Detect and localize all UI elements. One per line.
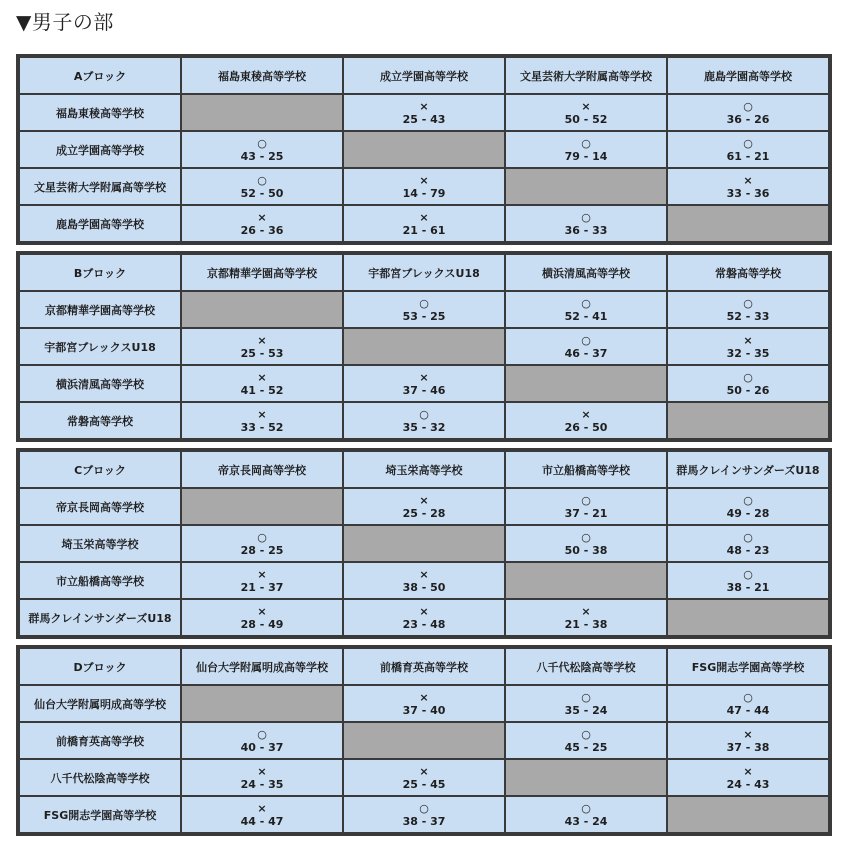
result-cell [344,95,504,130]
result-cell [344,169,504,204]
result-cell [506,723,666,758]
column-team: 帝京長岡高等学校 [182,452,342,487]
result-mark: × [419,604,429,618]
result-cell [344,760,504,795]
result-mark: ○ [743,370,753,384]
result-cell [668,95,828,130]
result-mark: × [581,99,591,113]
result-score: 35 - 24 [564,703,608,717]
result-score: 38 - 37 [402,814,446,828]
result-mark: × [257,567,267,581]
self-match-cell [182,489,342,524]
result-score: 28 - 25 [240,543,284,557]
column-team: 群馬クレインサンダーズU18 [668,452,828,487]
block-d [16,645,832,836]
table-row [20,797,828,832]
column-team: 福島東稜高等学校 [182,58,342,93]
table-row [20,169,828,204]
column-team: 埼玉栄高等学校 [344,452,504,487]
result-score: 25 - 53 [240,346,284,360]
result-cell [344,600,504,635]
result-cell [506,206,666,241]
result-cell [668,723,828,758]
result-cell [668,686,828,721]
block-name: Bブロック [20,255,180,290]
header-row [20,255,828,290]
result-score: 37 - 40 [402,703,446,717]
result-score: 25 - 28 [402,506,446,520]
self-match-cell [506,760,666,795]
table-row [20,760,828,795]
result-mark: × [419,764,429,778]
result-mark: ○ [581,296,591,310]
result-cell [182,329,342,364]
self-match-cell [506,366,666,401]
row-team: 成立学園高等学校 [20,132,180,167]
table-row [20,95,828,130]
table-row [20,292,828,327]
result-mark: ○ [743,530,753,544]
result-cell [506,797,666,832]
row-team: 京都精華学園高等学校 [20,292,180,327]
result-score: 28 - 49 [240,617,284,631]
result-score: 52 - 33 [726,309,770,323]
column-team: 仙台大学附属明成高等学校 [182,649,342,684]
result-score: 37 - 38 [726,740,770,754]
result-mark: × [257,407,267,421]
column-team: 前橋育英高等学校 [344,649,504,684]
result-cell [344,292,504,327]
result-mark: × [257,764,267,778]
row-team: 鹿島学園高等学校 [20,206,180,241]
result-score: 21 - 38 [564,617,608,631]
result-mark: ○ [743,296,753,310]
column-team: 宇都宮ブレックスU18 [344,255,504,290]
self-match-cell [344,723,504,758]
column-team: FSG開志学園高等学校 [668,649,828,684]
column-team: 京都精華学園高等学校 [182,255,342,290]
result-mark: ○ [743,690,753,704]
result-mark: ○ [257,136,267,150]
result-score: 46 - 37 [564,346,608,360]
result-score: 43 - 24 [564,814,608,828]
result-score: 50 - 26 [726,383,770,397]
result-cell [344,366,504,401]
result-score: 24 - 35 [240,777,284,791]
result-mark: × [419,493,429,507]
table-row [20,366,828,401]
result-mark: × [743,173,753,187]
block-name: Dブロック [20,649,180,684]
result-mark: × [257,333,267,347]
result-score: 32 - 35 [726,346,770,360]
self-match-cell [182,686,342,721]
result-score: 41 - 52 [240,383,284,397]
row-team: 常磐高等学校 [20,403,180,438]
table-row [20,206,828,241]
result-cell [506,489,666,524]
block-b [16,251,832,442]
result-score: 40 - 37 [240,740,284,754]
result-mark: ○ [743,493,753,507]
result-score: 23 - 48 [402,617,446,631]
result-score: 53 - 25 [402,309,446,323]
self-match-cell [344,329,504,364]
result-score: 36 - 33 [564,223,608,237]
row-team: 福島東稜高等学校 [20,95,180,130]
table-row [20,526,828,561]
row-team: 横浜清風高等学校 [20,366,180,401]
result-mark: × [419,370,429,384]
result-score: 25 - 45 [402,777,446,791]
results-table-d [18,647,830,834]
result-cell [506,95,666,130]
result-score: 37 - 46 [402,383,446,397]
self-match-cell [668,403,828,438]
header-row [20,452,828,487]
result-cell [182,403,342,438]
result-score: 50 - 52 [564,112,608,126]
result-score: 79 - 14 [564,149,608,163]
result-cell [182,169,342,204]
result-score: 52 - 41 [564,309,608,323]
result-score: 24 - 43 [726,777,770,791]
result-cell [668,292,828,327]
result-mark: ○ [581,210,591,224]
result-mark: ○ [419,407,429,421]
self-match-cell [182,95,342,130]
row-team: 市立船橋高等学校 [20,563,180,598]
self-match-cell [668,206,828,241]
header-row [20,649,828,684]
column-team: 鹿島学園高等学校 [668,58,828,93]
result-mark: ○ [581,530,591,544]
table-row [20,132,828,167]
result-mark: × [257,370,267,384]
result-cell [344,797,504,832]
result-score: 21 - 61 [402,223,446,237]
block-name: Aブロック [20,58,180,93]
result-mark: × [581,604,591,618]
results-table-c [18,450,830,637]
result-cell [344,403,504,438]
result-cell [182,563,342,598]
result-cell [668,760,828,795]
result-score: 47 - 44 [726,703,770,717]
row-team: 前橋育英高等学校 [20,723,180,758]
result-mark: × [257,604,267,618]
result-score: 33 - 36 [726,186,770,200]
result-mark: × [419,210,429,224]
result-mark: × [743,764,753,778]
result-mark: ○ [743,99,753,113]
result-score: 14 - 79 [402,186,446,200]
row-team: 帝京長岡高等学校 [20,489,180,524]
result-cell [344,206,504,241]
result-cell [668,489,828,524]
result-mark: ○ [581,727,591,741]
result-cell [344,563,504,598]
self-match-cell [344,132,504,167]
self-match-cell [344,526,504,561]
result-cell [668,366,828,401]
result-score: 25 - 43 [402,112,446,126]
table-row [20,600,828,635]
table-row [20,489,828,524]
result-score: 48 - 23 [726,543,770,557]
results-table-a [18,56,830,243]
result-mark: ○ [743,136,753,150]
row-team: 文星芸術大学附属高等学校 [20,169,180,204]
result-score: 26 - 36 [240,223,284,237]
block-c [16,448,832,639]
result-cell [668,329,828,364]
row-team: 群馬クレインサンダーズU18 [20,600,180,635]
table-row [20,563,828,598]
table-row [20,403,828,438]
result-score: 33 - 52 [240,420,284,434]
results-table-b [18,253,830,440]
column-team: 成立学園高等学校 [344,58,504,93]
result-mark: ○ [419,296,429,310]
result-cell [506,526,666,561]
result-score: 45 - 25 [564,740,608,754]
self-match-cell [668,600,828,635]
header-row [20,58,828,93]
result-cell [182,760,342,795]
result-mark: ○ [257,727,267,741]
self-match-cell [668,797,828,832]
result-cell [344,686,504,721]
row-team: 八千代松陰高等学校 [20,760,180,795]
row-team: 埼玉栄高等学校 [20,526,180,561]
column-team: 市立船橋高等学校 [506,452,666,487]
result-score: 37 - 21 [564,506,608,520]
row-team: 宇都宮ブレックスU18 [20,329,180,364]
result-mark: × [257,210,267,224]
result-cell [668,169,828,204]
result-cell [506,132,666,167]
result-mark: × [419,99,429,113]
result-cell [506,329,666,364]
block-a [16,54,832,245]
column-team: 常磐高等学校 [668,255,828,290]
result-score: 26 - 50 [564,420,608,434]
result-score: 38 - 21 [726,580,770,594]
result-mark: ○ [743,567,753,581]
result-score: 43 - 25 [240,149,284,163]
result-mark: × [743,727,753,741]
result-score: 38 - 50 [402,580,446,594]
table-row [20,723,828,758]
result-cell [668,526,828,561]
result-score: 44 - 47 [240,814,284,828]
row-team: 仙台大学附属明成高等学校 [20,686,180,721]
result-cell [668,563,828,598]
self-match-cell [506,563,666,598]
result-cell [182,600,342,635]
column-team: 横浜清風高等学校 [506,255,666,290]
result-cell [182,723,342,758]
row-team: FSG開志学園高等学校 [20,797,180,832]
result-cell [506,686,666,721]
result-score: 36 - 26 [726,112,770,126]
result-score: 21 - 37 [240,580,284,594]
result-score: 52 - 50 [240,186,284,200]
table-row [20,686,828,721]
result-score: 50 - 38 [564,543,608,557]
result-mark: ○ [257,173,267,187]
self-match-cell [182,292,342,327]
result-cell [182,132,342,167]
result-cell [344,489,504,524]
self-match-cell [506,169,666,204]
result-score: 61 - 21 [726,149,770,163]
result-mark: × [419,567,429,581]
column-team: 八千代松陰高等学校 [506,649,666,684]
result-mark: × [743,333,753,347]
column-team: 文星芸術大学附属高等学校 [506,58,666,93]
result-mark: × [257,801,267,815]
result-cell [668,132,828,167]
result-cell [182,797,342,832]
result-mark: × [419,690,429,704]
result-mark: × [419,173,429,187]
result-mark: ○ [581,136,591,150]
result-mark: ○ [581,801,591,815]
result-mark: × [581,407,591,421]
result-cell [506,403,666,438]
block-name: Cブロック [20,452,180,487]
result-score: 35 - 32 [402,420,446,434]
result-mark: ○ [581,333,591,347]
result-mark: ○ [581,493,591,507]
result-cell [506,600,666,635]
result-mark: ○ [581,690,591,704]
result-cell [506,292,666,327]
section-title: ▼男子の部 [16,10,114,34]
result-cell [182,366,342,401]
result-cell [182,206,342,241]
result-mark: ○ [419,801,429,815]
result-score: 49 - 28 [726,506,770,520]
result-mark: ○ [257,530,267,544]
table-row [20,329,828,364]
result-cell [182,526,342,561]
